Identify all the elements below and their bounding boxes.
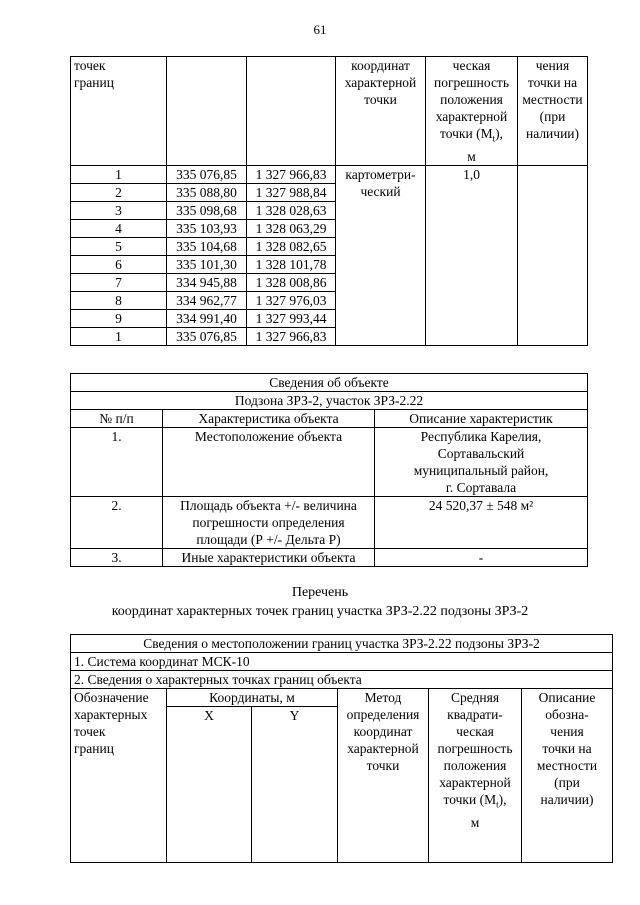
object-info-subtitle: Подзона ЗРЗ-2, участок ЗРЗ-2.22 xyxy=(71,392,588,410)
col-header-number: № п/п xyxy=(71,410,163,428)
list-heading-line1: Перечень xyxy=(291,585,349,600)
list-heading xyxy=(0,583,640,621)
table-row: 2. Площадь объекта +/- величина погрешности определения площади (Р +/- Дельта Р) 24 520,37 ± 548 м² xyxy=(71,497,588,549)
page-number: 61 xyxy=(313,22,327,37)
col-header-description: Описание характеристик xyxy=(375,410,588,428)
header-accuracy-cell: ческая погрешность положения характерной точки $(M_t)$, м xyxy=(426,57,518,166)
header-accuracy-cell: Средняя квадрати- ческая погрешность положения характерной точки $(M_t)$, м xyxy=(429,689,522,863)
header-designation-cell: Обозначение характерных точек границ xyxy=(71,689,167,863)
table-row: 3 335 098,68 1 328 028,63 xyxy=(71,201,588,219)
header-method-cell: координат характерной точки xyxy=(336,57,426,166)
points-info-row: 2. Сведения о характерных точках границ объекта xyxy=(71,671,613,689)
description-cell xyxy=(518,165,588,345)
header-designation-cell: точек границ xyxy=(71,57,167,166)
table-row: 1 335 076,85 1 327 966,83 картометри- ческий 1,0 xyxy=(71,165,588,183)
table-row: 5 335 104,68 1 328 082,65 xyxy=(71,237,588,255)
table-row: 6 335 101,30 1 328 101,78 xyxy=(71,255,588,273)
boundary-table-title: Сведения о местоположении границ участка ЗРЗ-2.22 подзоны ЗРЗ-2 xyxy=(71,635,613,653)
header-coordinates-cell: Координаты, м xyxy=(167,689,338,707)
table-row: 2 335 088,80 1 327 988,84 xyxy=(71,183,588,201)
method-cell: картометри- ческий xyxy=(336,165,426,345)
object-info-title: Сведения об объекте xyxy=(71,374,588,392)
object-info-table xyxy=(70,373,588,567)
header-method-cell: Метод определения координат характерной точки xyxy=(338,689,429,863)
header-description-cell: Описание обозна- чения точки на местности (при наличии) xyxy=(522,689,613,863)
coordinates-table-continued xyxy=(70,56,588,346)
header-y-cell: Y xyxy=(252,707,338,863)
table-row: 7 334 945,88 1 328 008,86 xyxy=(71,273,588,291)
coordinate-system-row: 1. Система координат МСК-10 xyxy=(71,653,613,671)
header-description-cell: чения точки на местности (при наличии) xyxy=(518,57,588,166)
accuracy-cell: 1,0 xyxy=(426,165,518,345)
table-row: 1. Местоположение объекта Республика Карелия, Сортавальский муниципальный район, г. Сортавала xyxy=(71,428,588,497)
list-heading-line2: координат характерных точек границ участка ЗРЗ-2.22 подзоны ЗРЗ-2 xyxy=(111,604,529,619)
header-x-cell: X xyxy=(167,707,252,863)
table-row: 9 334 991,40 1 327 993,44 xyxy=(71,309,588,327)
boundary-location-table xyxy=(70,634,613,863)
table-row: 3. Иные характеристики объекта - xyxy=(71,549,588,567)
table-row: 4 335 103,93 1 328 063,29 xyxy=(71,219,588,237)
table-row: 8 334 962,77 1 327 976,03 xyxy=(71,291,588,309)
table-row: 1 335 076,85 1 327 966,83 xyxy=(71,327,588,345)
col-header-characteristic: Характеристика объекта xyxy=(163,410,375,428)
